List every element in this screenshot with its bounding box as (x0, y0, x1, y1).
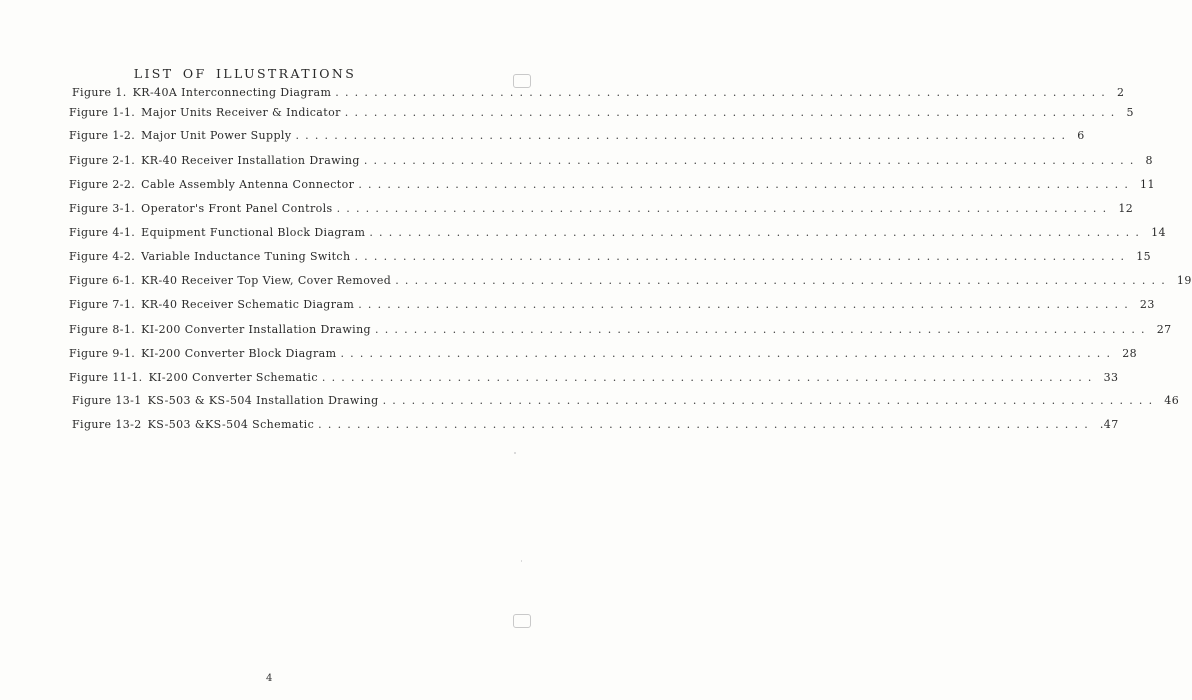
dot-leader: ................................................................................ (335, 86, 1112, 99)
figure-caption: KS-503 & KS-504 Installation Drawing (147, 394, 379, 407)
page-reference: 33 (1103, 371, 1119, 384)
dot-leader: ................................................................................ (295, 129, 1072, 142)
figure-caption: Variable Inductance Tuning Switch (141, 250, 351, 263)
figure-caption: KI-200 Converter Block Diagram (141, 347, 337, 360)
dot-leader: ................................................................................ (358, 298, 1134, 311)
illustration-entry (69, 202, 1134, 222)
figure-number: Figure 4-2. (69, 250, 136, 263)
dot-leader: ................................................................................ (395, 274, 1171, 287)
page-number: 4 (266, 673, 273, 684)
page-reference: 15 (1136, 250, 1152, 263)
figure-caption: KR-40 Receiver Top View, Cover Removed (141, 274, 392, 287)
figure-caption: Equipment Functional Block Diagram (141, 226, 366, 239)
figure-caption: Major Unit Power Supply (141, 129, 292, 142)
page-reference: 46 (1164, 394, 1180, 407)
page-reference: 23 (1139, 298, 1155, 311)
figure-number: Figure 1. (72, 86, 127, 99)
dot-leader: ................................................................................ (375, 323, 1151, 336)
illustration-entry (69, 323, 1172, 343)
illustration-entry (72, 86, 1125, 106)
illustration-entry (72, 394, 1180, 414)
dot-leader: ................................................................................ (358, 178, 1135, 191)
page-reference: 11 (1140, 178, 1155, 191)
page-reference: 8 (1145, 154, 1153, 167)
figure-caption: KR-40 Receiver Schematic Diagram (141, 298, 355, 311)
figure-caption: Cable Assembly Antenna Connector (141, 178, 355, 191)
page-reference: 12 (1118, 202, 1134, 215)
page-reference: 2 (1117, 86, 1125, 99)
dot-leader: ................................................................................ (321, 371, 1098, 384)
page-reference: 19 (1176, 274, 1192, 287)
illustration-entry (69, 178, 1155, 198)
figure-number: Figure 2-2. (69, 178, 136, 191)
figure-caption: Major Units Receiver & Indicator (141, 106, 341, 119)
illustration-entry (69, 298, 1155, 318)
figure-number: Figure 3-1. (69, 202, 136, 215)
figure-number: Figure 4-1. (69, 226, 136, 239)
illustration-entry (69, 154, 1153, 174)
dot-leader: ................................................................................ (336, 202, 1113, 215)
page-reference: 5 (1126, 106, 1134, 119)
figure-number: Figure 8-1. (69, 323, 136, 336)
figure-caption: KR-40 Receiver Installation Drawing (141, 154, 360, 167)
illustration-entry (69, 274, 1192, 294)
page-reference: .47 (1099, 418, 1119, 431)
paper-speck (514, 452, 516, 454)
page-title: LIST OF ILLUSTRATIONS (133, 66, 357, 81)
illustration-entry (69, 106, 1134, 126)
figure-caption: Operator's Front Panel Controls (141, 202, 333, 215)
page-reference: 14 (1151, 226, 1166, 239)
illustrations-list (0, 86, 1192, 446)
dot-leader: ................................................................................ (318, 418, 1094, 431)
figure-number: Figure 1-1. (69, 106, 136, 119)
illustration-entry (72, 418, 1119, 438)
figure-number: Figure 7-1. (69, 298, 136, 311)
dot-leader: ................................................................................ (344, 106, 1121, 119)
illustration-entry (69, 371, 1119, 391)
figure-number: Figure 6-1. (69, 274, 136, 287)
figure-caption: KI-200 Converter Installation Drawing (141, 323, 372, 336)
binder-hole-mark-bottom (513, 614, 531, 628)
page-reference: 27 (1156, 323, 1172, 336)
figure-number: Figure 11-1. (69, 371, 143, 384)
figure-number: Figure 1-2. (69, 129, 136, 142)
binder-hole-mark-top (513, 74, 531, 88)
figure-number: Figure 2-1. (69, 154, 136, 167)
dot-leader: ................................................................................ (363, 154, 1140, 167)
dot-leader: ................................................................................ (369, 226, 1146, 239)
illustration-entry (69, 129, 1085, 149)
dot-leader: ................................................................................ (340, 347, 1117, 360)
figure-number: Figure 13-2 (72, 418, 142, 431)
illustration-entry (69, 347, 1137, 367)
figure-caption: KS-503 &KS-504 Schematic (147, 418, 315, 431)
figure-caption: KI-200 Converter Schematic (148, 371, 318, 384)
figure-number: Figure 9-1. (69, 347, 136, 360)
figure-number: Figure 13-1 (72, 394, 142, 407)
dot-leader: ................................................................................ (354, 250, 1131, 263)
page-reference: 28 (1122, 347, 1137, 360)
dot-leader: ................................................................................ (382, 394, 1159, 407)
illustration-entry (69, 226, 1166, 246)
figure-caption: KR-40A Interconnecting Diagram (132, 86, 332, 99)
paper-speck (521, 560, 522, 562)
illustration-entry (69, 250, 1152, 270)
page-reference: 6 (1077, 129, 1085, 142)
